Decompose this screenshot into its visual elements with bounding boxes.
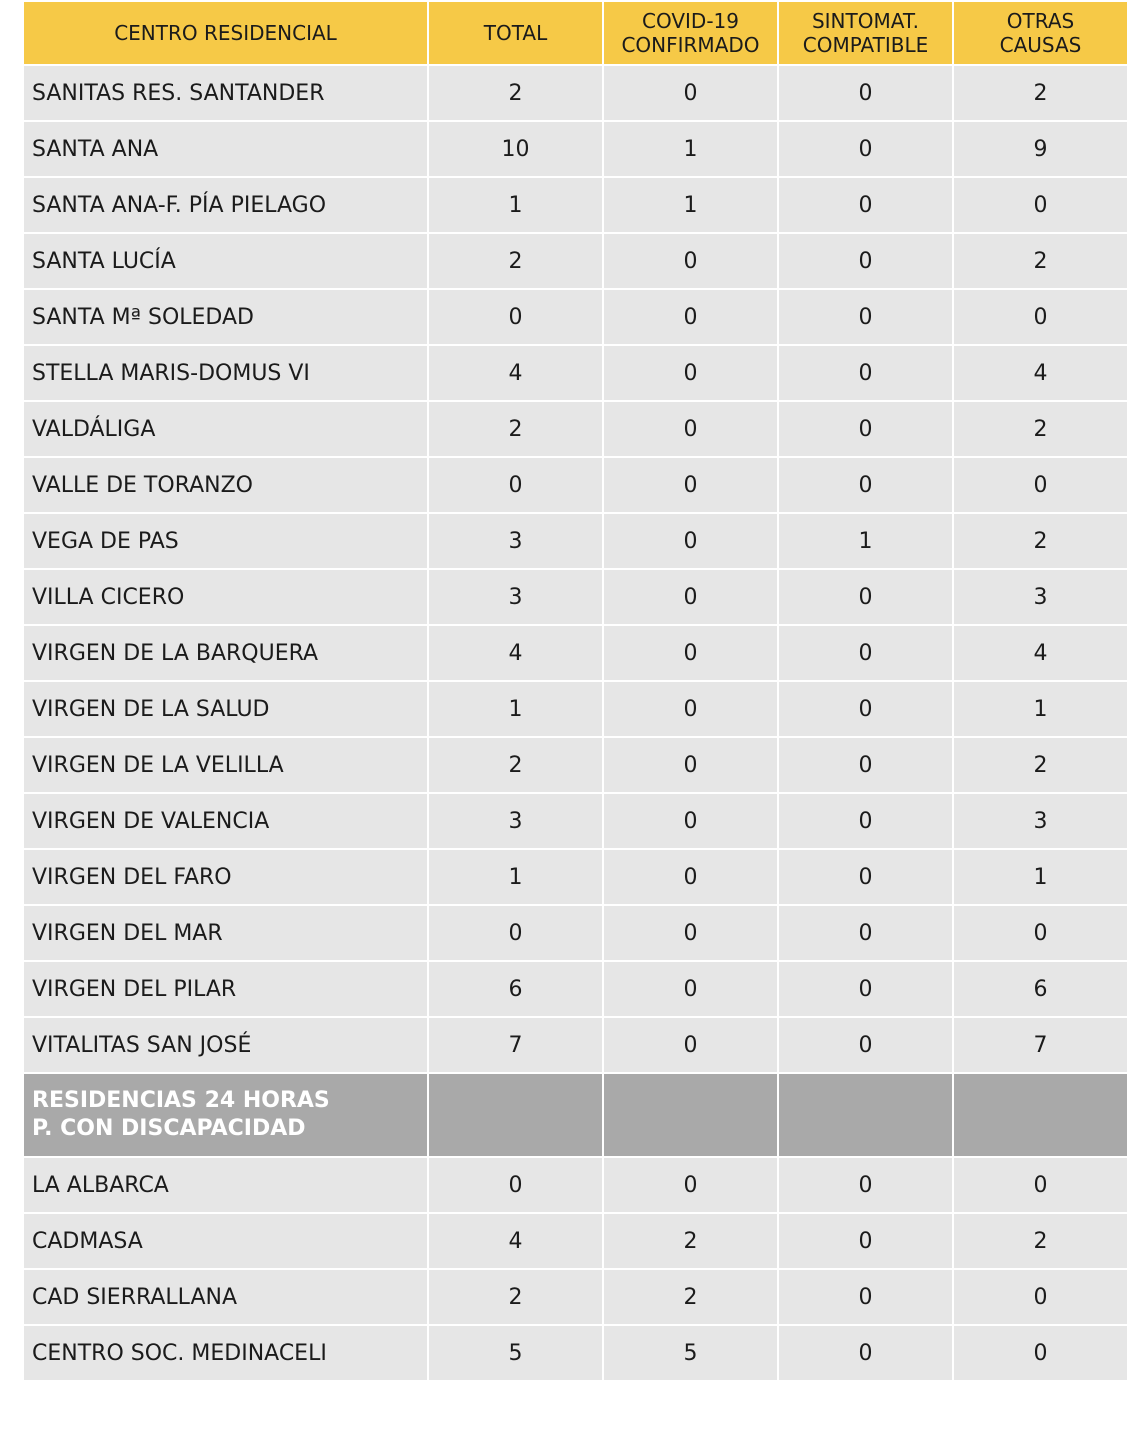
section-empty-cell xyxy=(953,1073,1128,1157)
header-covid-line1: COVID-19 xyxy=(641,9,739,33)
covid-confirmado-cell: 0 xyxy=(603,737,778,793)
otras-causas-cell: 0 xyxy=(953,1269,1128,1325)
otras-causas-cell: 2 xyxy=(953,401,1128,457)
residence-name-cell: VIRGEN DEL PILAR xyxy=(23,961,428,1017)
table-row xyxy=(23,401,1128,457)
covid-confirmado-cell: 0 xyxy=(603,65,778,121)
residence-name-cell: VILLA CICERO xyxy=(23,569,428,625)
otras-causas-cell: 2 xyxy=(953,737,1128,793)
residence-name-cell: VIRGEN DE VALENCIA xyxy=(23,793,428,849)
otras-causas-cell: 1 xyxy=(953,681,1128,737)
residence-name-cell: VALLE DE TORANZO xyxy=(23,457,428,513)
header-covid-confirmado xyxy=(603,1,778,65)
residence-name-cell: VIRGEN DEL FARO xyxy=(23,849,428,905)
residence-name-cell: CENTRO SOC. MEDINACELI xyxy=(23,1325,428,1381)
table-row xyxy=(23,1325,1128,1381)
otras-causas-cell: 9 xyxy=(953,121,1128,177)
header-otras-line1: OTRAS xyxy=(1006,9,1075,33)
header-total: TOTAL xyxy=(428,1,603,65)
sintomat-compatible-cell: 0 xyxy=(778,233,953,289)
sintomat-compatible-cell: 0 xyxy=(778,1269,953,1325)
otras-causas-cell: 3 xyxy=(953,569,1128,625)
total-cell: 6 xyxy=(428,961,603,1017)
sintomat-compatible-cell: 0 xyxy=(778,905,953,961)
otras-causas-cell: 2 xyxy=(953,65,1128,121)
sintomat-compatible-cell: 0 xyxy=(778,401,953,457)
residence-name-cell: SANITAS RES. SANTANDER xyxy=(23,65,428,121)
section-title-line2: P. CON DISCAPACIDAD xyxy=(32,1116,306,1141)
covid-confirmado-cell: 0 xyxy=(603,1157,778,1213)
header-sint-line2: COMPATIBLE xyxy=(802,33,929,57)
total-cell: 2 xyxy=(428,737,603,793)
table-row xyxy=(23,457,1128,513)
total-cell: 5 xyxy=(428,1325,603,1381)
sintomat-compatible-cell: 0 xyxy=(778,345,953,401)
otras-causas-cell: 2 xyxy=(953,233,1128,289)
sintomat-compatible-cell: 0 xyxy=(778,457,953,513)
table-row xyxy=(23,1157,1128,1213)
header-centro-residencial: CENTRO RESIDENCIAL xyxy=(23,1,428,65)
residence-name-cell: LA ALBARCA xyxy=(23,1157,428,1213)
otras-causas-cell: 0 xyxy=(953,289,1128,345)
table-row xyxy=(23,849,1128,905)
header-covid-line2: CONFIRMADO xyxy=(621,33,760,57)
table-row xyxy=(23,1213,1128,1269)
residence-name-cell: STELLA MARIS-DOMUS VI xyxy=(23,345,428,401)
otras-causas-cell: 7 xyxy=(953,1017,1128,1073)
covid-confirmado-cell: 0 xyxy=(603,233,778,289)
covid-confirmado-cell: 0 xyxy=(603,849,778,905)
table-row xyxy=(23,345,1128,401)
total-cell: 2 xyxy=(428,65,603,121)
covid-confirmado-cell: 1 xyxy=(603,121,778,177)
residence-name-cell: VIRGEN DE LA SALUD xyxy=(23,681,428,737)
total-cell: 2 xyxy=(428,233,603,289)
residence-name-cell: SANTA Mª SOLEDAD xyxy=(23,289,428,345)
residence-name-cell: VALDÁLIGA xyxy=(23,401,428,457)
table-row xyxy=(23,1017,1128,1073)
sintomat-compatible-cell: 0 xyxy=(778,1213,953,1269)
otras-causas-cell: 0 xyxy=(953,1325,1128,1381)
otras-causas-cell: 0 xyxy=(953,457,1128,513)
sintomat-compatible-cell: 0 xyxy=(778,681,953,737)
otras-causas-cell: 2 xyxy=(953,1213,1128,1269)
sintomat-compatible-cell: 0 xyxy=(778,1157,953,1213)
total-cell: 2 xyxy=(428,401,603,457)
residence-name-cell: SANTA ANA-F. PÍA PIELAGO xyxy=(23,177,428,233)
total-cell: 0 xyxy=(428,289,603,345)
residences-table xyxy=(22,0,1129,1382)
otras-causas-cell: 0 xyxy=(953,1157,1128,1213)
table-row xyxy=(23,625,1128,681)
residence-name-cell: VIRGEN DEL MAR xyxy=(23,905,428,961)
sintomat-compatible-cell: 0 xyxy=(778,737,953,793)
table-row xyxy=(23,177,1128,233)
total-cell: 4 xyxy=(428,625,603,681)
covid-confirmado-cell: 0 xyxy=(603,961,778,1017)
section-title xyxy=(23,1073,428,1157)
header-sintomat-compatible xyxy=(778,1,953,65)
sintomat-compatible-cell: 0 xyxy=(778,569,953,625)
residence-name-cell: VITALITAS SAN JOSÉ xyxy=(23,1017,428,1073)
total-cell: 4 xyxy=(428,345,603,401)
table-row xyxy=(23,233,1128,289)
table-row xyxy=(23,121,1128,177)
sintomat-compatible-cell: 0 xyxy=(778,625,953,681)
covid-confirmado-cell: 5 xyxy=(603,1325,778,1381)
total-cell: 1 xyxy=(428,681,603,737)
sintomat-compatible-cell: 0 xyxy=(778,121,953,177)
covid-confirmado-cell: 0 xyxy=(603,289,778,345)
otras-causas-cell: 3 xyxy=(953,793,1128,849)
covid-confirmado-cell: 2 xyxy=(603,1213,778,1269)
residence-name-cell: CADMASA xyxy=(23,1213,428,1269)
section-header-row xyxy=(23,1073,1128,1157)
table-row xyxy=(23,513,1128,569)
covid-confirmado-cell: 0 xyxy=(603,681,778,737)
total-cell: 3 xyxy=(428,513,603,569)
table-row xyxy=(23,961,1128,1017)
otras-causas-cell: 4 xyxy=(953,625,1128,681)
covid-confirmado-cell: 0 xyxy=(603,1017,778,1073)
sintomat-compatible-cell: 0 xyxy=(778,849,953,905)
header-sint-line1: SINTOMAT. xyxy=(811,9,920,33)
covid-confirmado-cell: 2 xyxy=(603,1269,778,1325)
total-cell: 10 xyxy=(428,121,603,177)
sintomat-compatible-cell: 1 xyxy=(778,513,953,569)
total-cell: 0 xyxy=(428,457,603,513)
section-title-line1: RESIDENCIAS 24 HORAS xyxy=(32,1088,330,1113)
total-cell: 3 xyxy=(428,793,603,849)
otras-causas-cell: 0 xyxy=(953,177,1128,233)
covid-confirmado-cell: 0 xyxy=(603,401,778,457)
residence-name-cell: VEGA DE PAS xyxy=(23,513,428,569)
sintomat-compatible-cell: 0 xyxy=(778,1325,953,1381)
otras-causas-cell: 2 xyxy=(953,513,1128,569)
total-cell: 7 xyxy=(428,1017,603,1073)
table-row xyxy=(23,289,1128,345)
residence-name-cell: SANTA LUCÍA xyxy=(23,233,428,289)
sintomat-compatible-cell: 0 xyxy=(778,793,953,849)
otras-causas-cell: 1 xyxy=(953,849,1128,905)
table-row xyxy=(23,905,1128,961)
table-row xyxy=(23,737,1128,793)
total-cell: 0 xyxy=(428,1157,603,1213)
residence-name-cell: CAD SIERRALLANA xyxy=(23,1269,428,1325)
covid-confirmado-cell: 0 xyxy=(603,793,778,849)
covid-confirmado-cell: 1 xyxy=(603,177,778,233)
covid-confirmado-cell: 0 xyxy=(603,513,778,569)
table-header-row xyxy=(23,1,1128,65)
sintomat-compatible-cell: 0 xyxy=(778,177,953,233)
table-row xyxy=(23,793,1128,849)
covid-confirmado-cell: 0 xyxy=(603,569,778,625)
header-otras-causas xyxy=(953,1,1128,65)
otras-causas-cell: 0 xyxy=(953,905,1128,961)
total-cell: 1 xyxy=(428,849,603,905)
residence-name-cell: VIRGEN DE LA VELILLA xyxy=(23,737,428,793)
section-empty-cell xyxy=(603,1073,778,1157)
sintomat-compatible-cell: 0 xyxy=(778,289,953,345)
residence-name-cell: SANTA ANA xyxy=(23,121,428,177)
otras-causas-cell: 4 xyxy=(953,345,1128,401)
total-cell: 0 xyxy=(428,905,603,961)
total-cell: 4 xyxy=(428,1213,603,1269)
otras-causas-cell: 6 xyxy=(953,961,1128,1017)
section-empty-cell xyxy=(428,1073,603,1157)
sintomat-compatible-cell: 0 xyxy=(778,961,953,1017)
total-cell: 2 xyxy=(428,1269,603,1325)
total-cell: 1 xyxy=(428,177,603,233)
covid-confirmado-cell: 0 xyxy=(603,345,778,401)
sintomat-compatible-cell: 0 xyxy=(778,65,953,121)
table-body xyxy=(23,65,1128,1381)
table-row xyxy=(23,569,1128,625)
table-row xyxy=(23,65,1128,121)
residence-name-cell: VIRGEN DE LA BARQUERA xyxy=(23,625,428,681)
covid-confirmado-cell: 0 xyxy=(603,625,778,681)
header-otras-line2: CAUSAS xyxy=(999,33,1082,57)
section-empty-cell xyxy=(778,1073,953,1157)
total-cell: 3 xyxy=(428,569,603,625)
sintomat-compatible-cell: 0 xyxy=(778,1017,953,1073)
table-row xyxy=(23,1269,1128,1325)
covid-confirmado-cell: 0 xyxy=(603,905,778,961)
table-row xyxy=(23,681,1128,737)
covid-confirmado-cell: 0 xyxy=(603,457,778,513)
